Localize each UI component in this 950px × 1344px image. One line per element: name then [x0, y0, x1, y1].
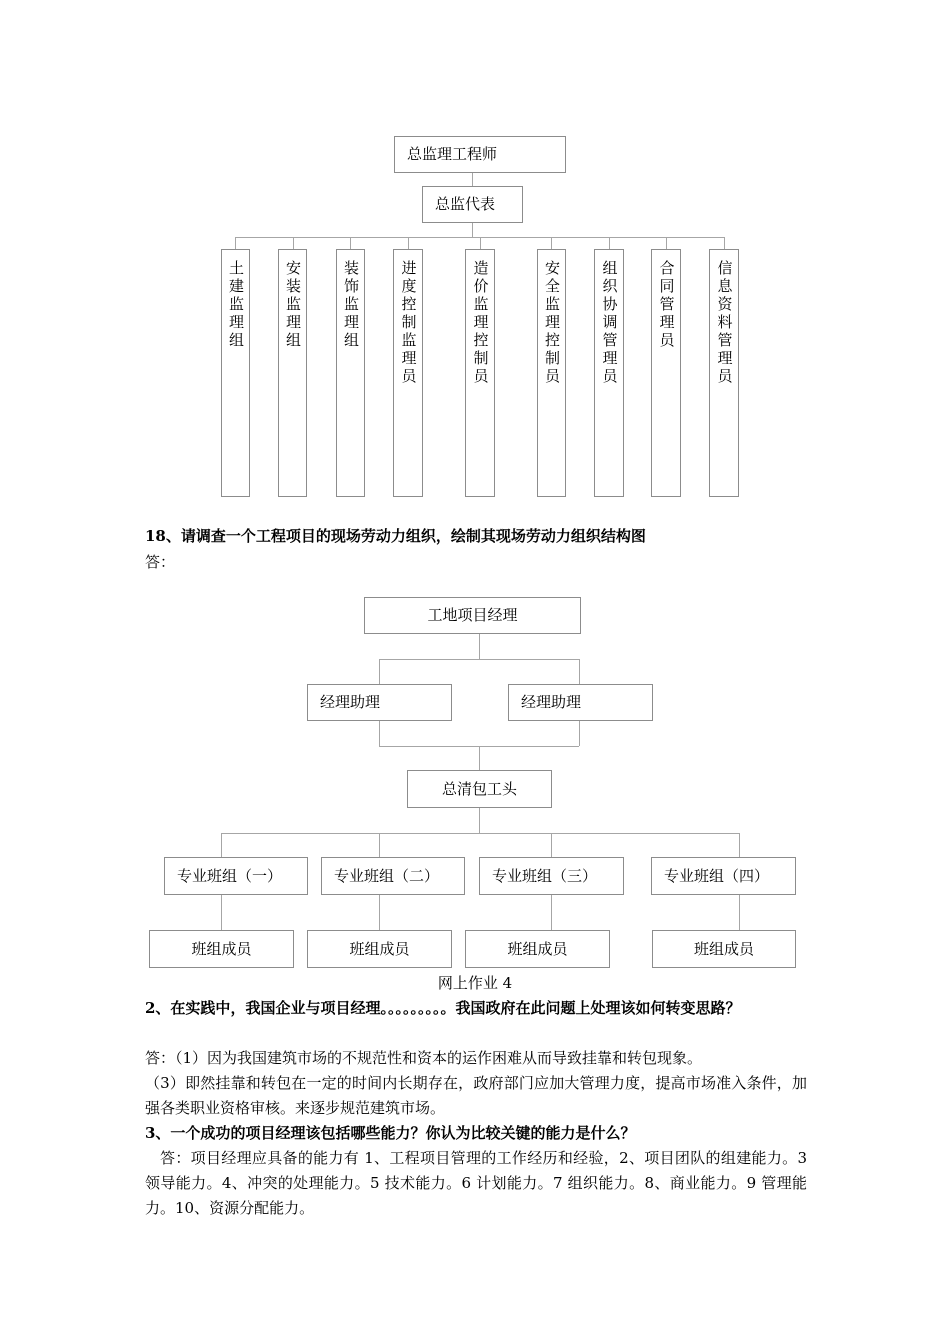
group-box: [393, 249, 423, 497]
connector: [221, 833, 739, 834]
connector: [579, 721, 580, 746]
group-box: [594, 249, 624, 497]
connector: [379, 895, 380, 930]
group-label: 装饰监理组: [342, 260, 360, 350]
connector: [609, 237, 610, 249]
connector: [293, 237, 294, 249]
team-label: 专业班组（四）: [664, 866, 770, 885]
question-2-title: 2、在实践中，我国企业与项目经理。。。。。。。。。我国政府在此问题上处理该如何转变思路？: [145, 999, 741, 1017]
assistant-box: [307, 684, 452, 721]
connector: [551, 895, 552, 930]
group-label: 土建监理组: [227, 260, 245, 350]
team-label: 专业班组（一）: [177, 866, 283, 885]
assistant-label: 经理助理: [521, 693, 582, 711]
assistant-box: [508, 684, 653, 721]
connector: [221, 895, 222, 930]
member-label: 班组成员: [349, 939, 410, 958]
connector: [551, 237, 552, 249]
team-label: 专业班组（三）: [492, 866, 598, 885]
group-box: [465, 249, 495, 497]
member-box: [307, 930, 452, 968]
team-box: [164, 857, 308, 895]
connector: [666, 237, 667, 249]
connector: [480, 237, 481, 249]
member-box: [652, 930, 796, 968]
connector: [408, 237, 409, 249]
team-box: [321, 857, 465, 895]
assistant-label: 经理助理: [320, 693, 381, 711]
group-label: 进度控制监理员: [399, 260, 418, 386]
chief-engineer-label: 总监理工程师: [407, 145, 498, 163]
question-18-answer-label: 答：: [145, 553, 176, 571]
connector: [724, 237, 725, 249]
question-3-answer: 答：项目经理应具备的能力有 1、工程项目管理的工作经历和经验，2、项目团队的组建能力。3 领导能力。4、冲突的处理能力。5 技术能力。6 计划能力。7 组织能力。8、商业能力。9 管理能力。10、资源分配能力。: [145, 1149, 807, 1217]
site-manager-label: 工地项目经理: [427, 606, 518, 624]
homework-heading: 网上作业 4: [437, 974, 513, 992]
chief-engineer-box: [394, 136, 566, 173]
member-label: 班组成员: [693, 939, 754, 958]
deputy-box: [422, 186, 523, 223]
connector: [379, 721, 380, 746]
group-label: 安装监理组: [284, 260, 302, 350]
group-box: [221, 249, 250, 497]
site-manager-box: [364, 597, 581, 634]
member-box: [465, 930, 610, 968]
question-2-answer-3: （3）即然挂靠和转包在一定的时间内长期存在，政府部门应加大管理力度，提高市场准入条件，加强各类职业资格审核。来逐步规范建筑市场。: [145, 1074, 807, 1117]
connector: [739, 833, 740, 857]
connector: [379, 659, 579, 660]
contractor-box: [407, 770, 552, 808]
connector: [350, 237, 351, 249]
connector: [472, 173, 473, 187]
member-label: 班组成员: [507, 939, 568, 958]
question-2-answer-1: 答：（1）因为我国建筑市场的不规范性和资本的运作困难从而导致挂靠和转包现象。: [145, 1049, 703, 1067]
group-label: 造价监理控制员: [471, 260, 490, 386]
deputy-label: 总监代表: [435, 195, 496, 213]
connector: [235, 237, 236, 249]
connector: [472, 223, 473, 237]
group-label: 信息资料管理员: [715, 260, 734, 386]
group-box: [336, 249, 365, 497]
connector: [579, 659, 580, 684]
connector: [551, 833, 552, 857]
group-label: 合同管理员: [657, 260, 676, 350]
question-18-title: 18、请调查一个工程项目的现场劳动力组织，绘制其现场劳动力组织结构图: [145, 527, 646, 545]
connector: [479, 746, 480, 770]
member-label: 班组成员: [191, 939, 252, 958]
group-label: 组织协调管理员: [600, 260, 619, 386]
question-3-title: 3、一个成功的项目经理该包括哪些能力？你认为比较关键的能力是什么？: [145, 1124, 636, 1142]
group-box: [278, 249, 307, 497]
contractor-label: 总清包工头: [441, 779, 517, 798]
connector: [379, 833, 380, 857]
team-box: [479, 857, 624, 895]
group-box: [651, 249, 681, 497]
connector: [221, 833, 222, 857]
team-box: [651, 857, 796, 895]
connector: [479, 808, 480, 833]
member-box: [149, 930, 294, 968]
connector: [739, 895, 740, 930]
group-label: 安全监理控制员: [543, 260, 561, 386]
connector: [479, 634, 480, 659]
team-label: 专业班组（二）: [334, 866, 440, 885]
connector: [379, 659, 380, 684]
group-box: [709, 249, 739, 497]
group-box: [537, 249, 566, 497]
